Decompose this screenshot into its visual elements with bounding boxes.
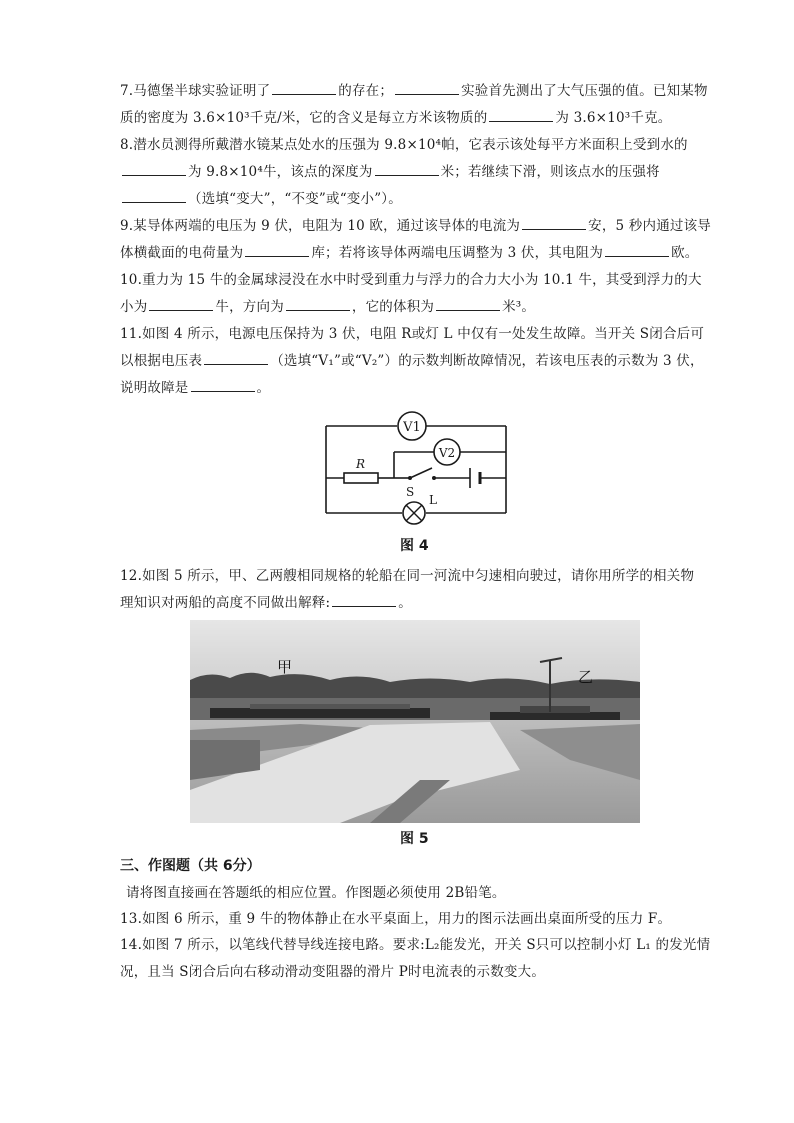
question-8: 8.潜水员测得所戴潜水镜某点处水的压强为 9.8×10⁴帕，它表示该处每平方米面积上受到水的 为 9.8×10⁴牛，该点的深度为 米；若继续下滑，则该点水的压强将 （选填“变大”，“不变”或“变小”）。 [120,137,688,207]
section-3-instruction: 请将图直接画在答题纸的相应位置。作图题必须使用 2B铅笔。 [126,885,506,901]
lamp-label: L [429,493,437,507]
answer-blank[interactable] [436,296,500,311]
answer-blank[interactable] [245,242,309,257]
svg-text:V2: V2 [438,446,456,460]
voltmeter-v1 [398,412,426,440]
river-scene-image [190,620,640,823]
question-13: 13.如图 6 所示，重 9 牛的物体静止在水平桌面上，用力的图示法画出桌面所受的压力 F。 [120,911,672,927]
answer-blank[interactable] [122,188,186,203]
ship-jia-label: 甲 [277,658,293,676]
figure-5-caption: 图 5 [400,831,429,847]
answer-blank[interactable] [149,296,213,311]
switch-contact [432,476,436,480]
answer-blank[interactable] [272,80,336,95]
answer-blank[interactable] [395,80,459,95]
switch-symbol [408,476,412,480]
figure-5-photo [190,620,640,823]
resistor-symbol [344,473,378,483]
answer-blank[interactable] [375,161,439,176]
question-10: 10.重力为 15 牛的金属球浸没在水中时受到重力与浮力的合力大小为 10.1 牛，其受到浮力的大 小为 牛，方向为 ，它的体积为 米³。 [120,272,702,315]
answer-blank[interactable] [605,242,669,257]
question-11: 11.如图 4 所示，电源电压保持为 3 伏，电阻 R或灯 L 中仅有一处发生故障。当开关 S闭合后可 以根据电压表 （选填“V₁”或“V₂”）的示数判断故障情况，若该电压表的示数为 3 伏， 说明故障是 。 [120,326,705,396]
question-9: 9.某导体两端的电压为 9 伏，电阻为 10 欧，通过该导体的电流为 安，5 秒内通过该导 体横截面的电荷量为 库；若将该导体两端电压调整为 3 伏，其电阻为 欧。 [120,213,720,267]
question-12: 12.如图 5 所示，甲、乙两艘相同规格的轮船在同一河流中匀速相向驶过，请你用所学的相关物 理知识对两船的高度不同做出解释: 。 [120,568,695,611]
answer-blank[interactable] [332,592,396,607]
figure-4-caption: 图 4 [400,538,429,554]
question-7: 7.马德堡半球实验证明了 的存在； 实验首先测出了大气压强的值。已知某物 质的密度为 3.6×10³千克/米，它的含义是每立方米该物质的 为 3.6×10³千克。 [120,78,720,132]
svg-text:V1: V1 [403,420,421,435]
resistor-label: R [356,457,366,471]
ship-yi-label: 乙 [578,668,594,686]
question-14: 14.如图 7 所示，以笔线代替导线连接电路。要求:L₂能发光，开关 S只可以控制小灯 L₁ 的发光情 况，且当 S闭合后向右移动滑动变阻器的滑片 P时电流表的示数变大。 [120,937,711,980]
voltmeter-v2 [434,439,460,465]
lamp-symbol [403,502,425,524]
figure-4-circuit [318,410,514,530]
answer-blank[interactable] [122,161,186,176]
answer-blank[interactable] [191,377,255,392]
switch-label: S [406,485,415,499]
answer-blank[interactable] [204,350,268,365]
answer-blank[interactable] [286,296,350,311]
answer-blank[interactable] [522,215,586,230]
section-3-title: 三、作图题（共 6分） [120,858,261,874]
battery-symbol [470,468,480,488]
answer-blank[interactable] [489,107,553,122]
